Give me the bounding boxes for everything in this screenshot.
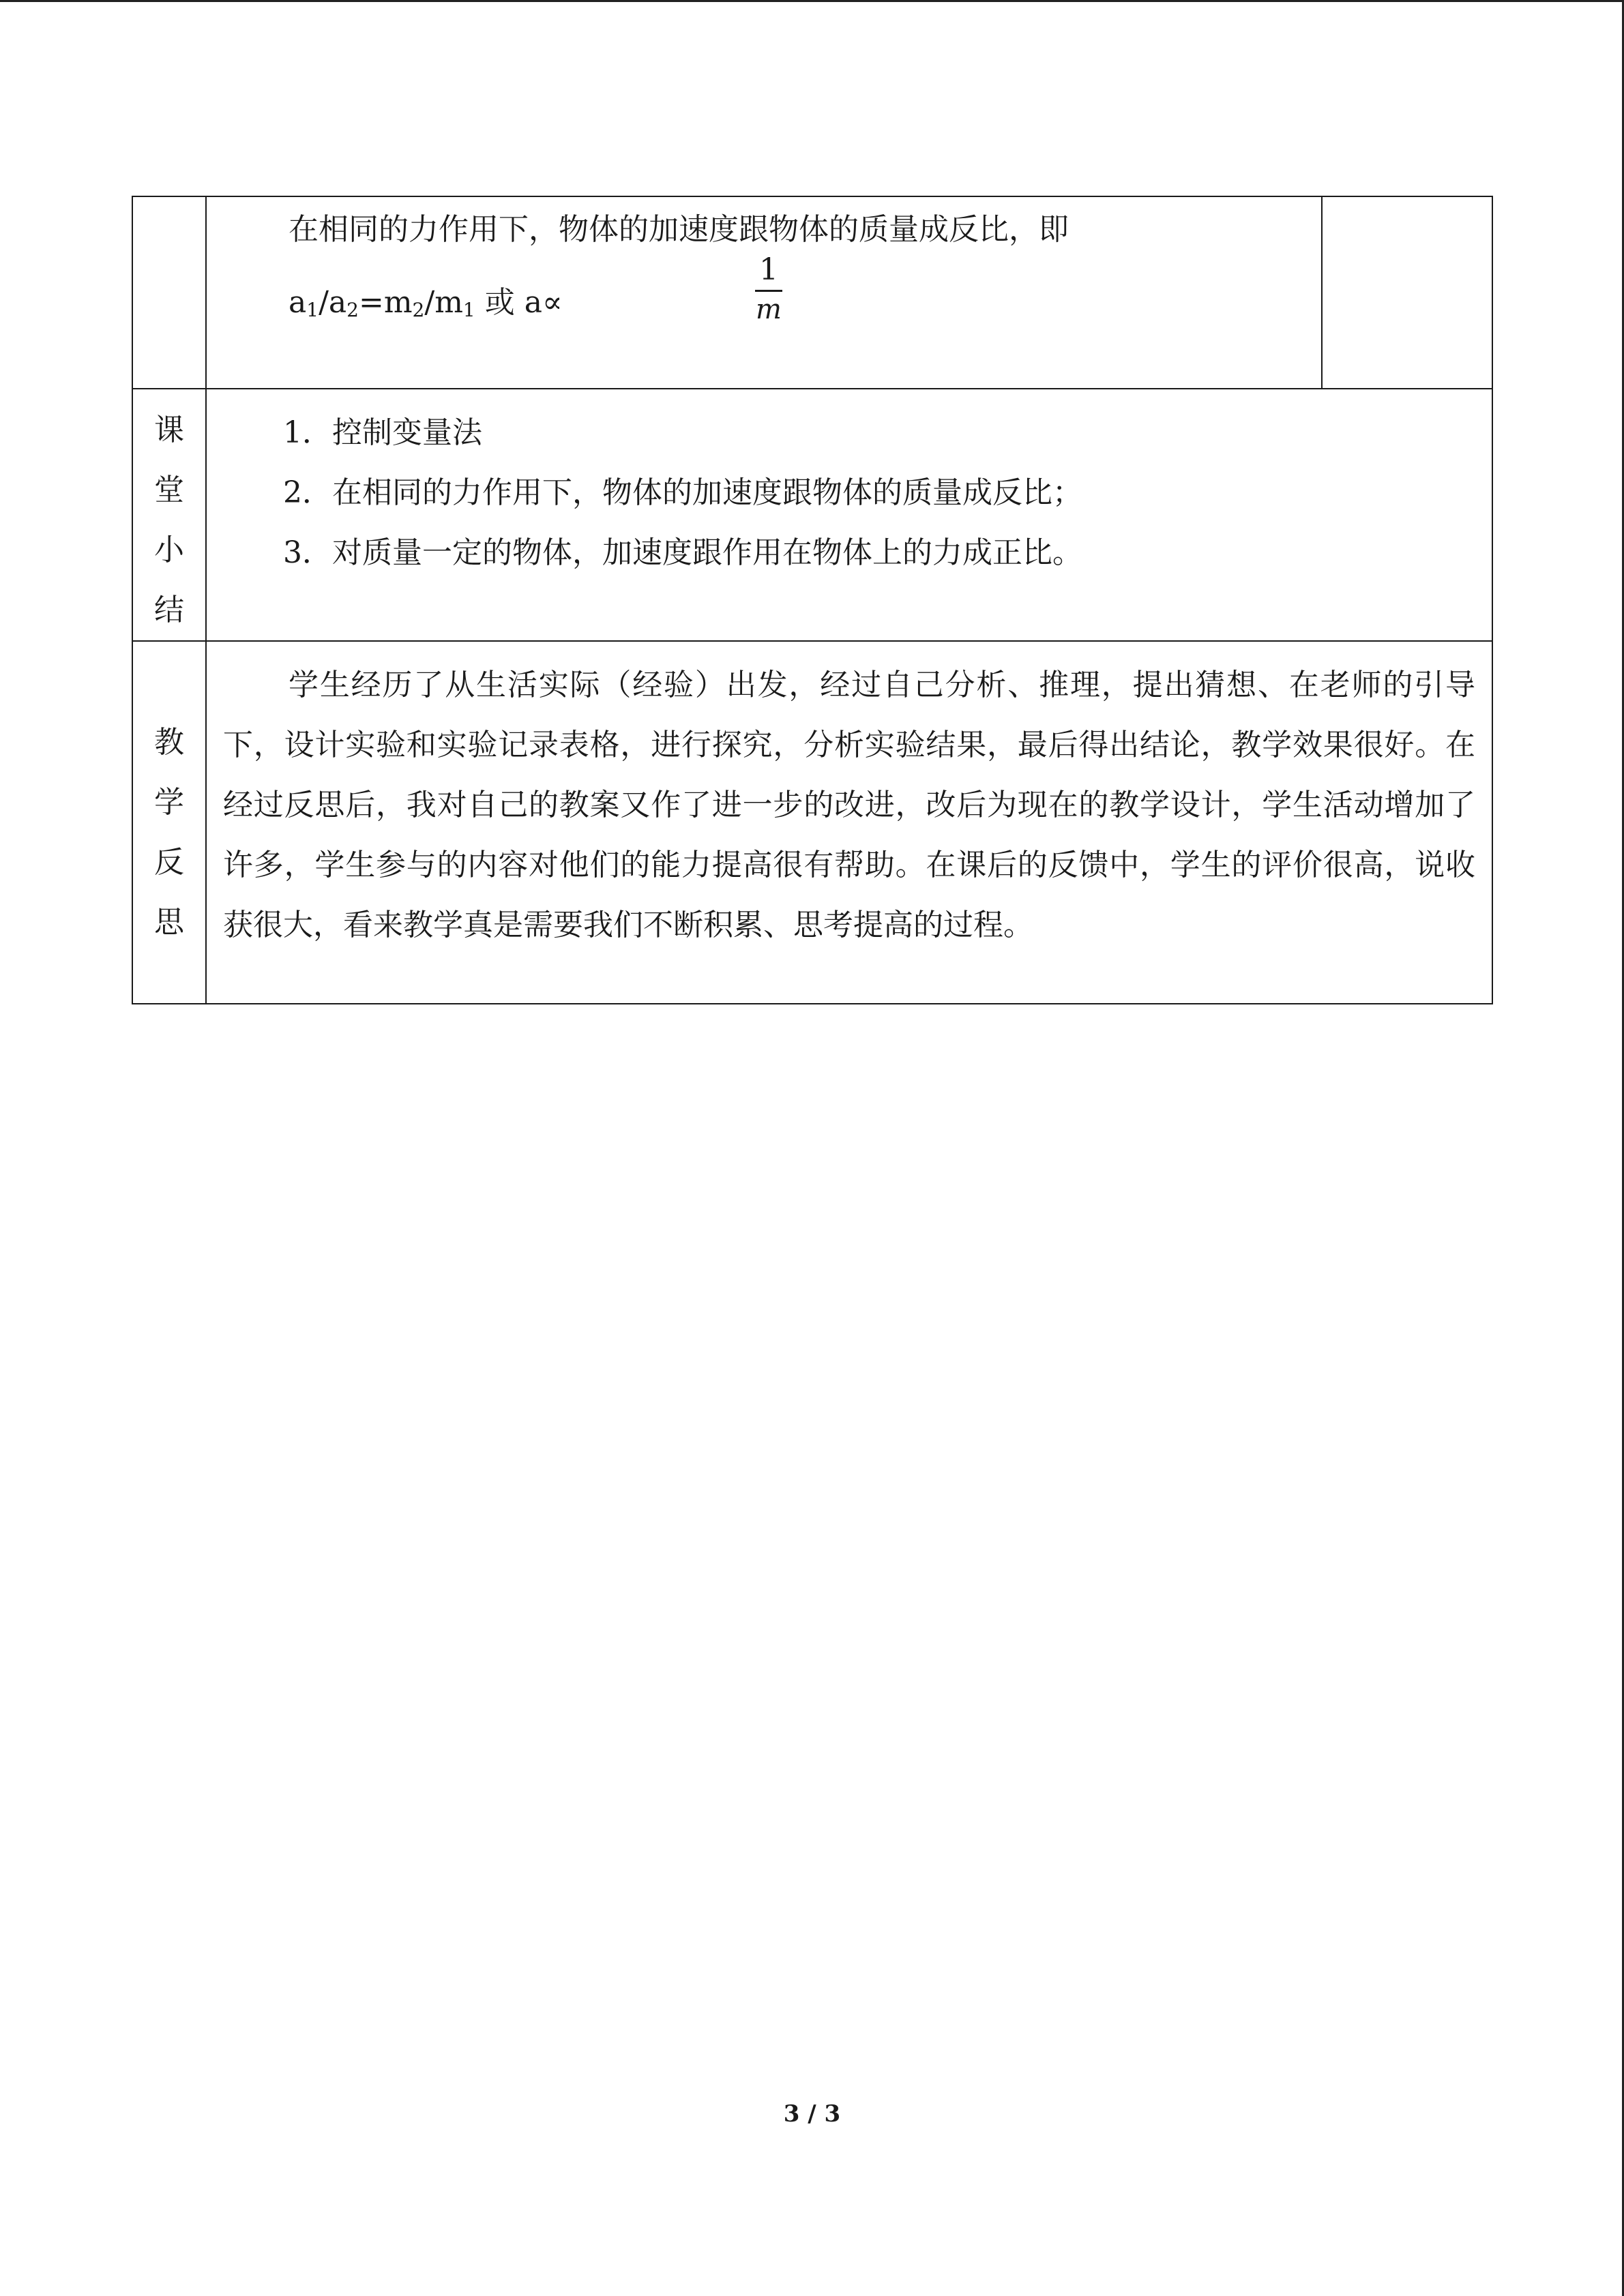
reflection-label-cell <box>132 641 206 1004</box>
formula-fraction <box>752 252 785 326</box>
table-row-conclusion <box>132 196 1492 389</box>
reflection-label: 教 学 反 思 <box>154 725 184 940</box>
summary-label-cell <box>132 389 206 641</box>
page-number: 3 / 3 <box>783 2100 841 2128</box>
summary-item: 3．对质量一定的物体，加速度跟作用在物体上的力成正比。 <box>283 535 1082 570</box>
label-cell-empty <box>132 196 206 389</box>
formula <box>207 252 1321 342</box>
reflection-text: 学生经历了从生活实际（经验）出发，经过自己分析、推理，提出猜想、在老师的引导下，设计实验和实验记录表格，进行探究，分析实验结果，最后得出结论，教学效果很好。在经过反思后，我对自己的教案又作了进一步的改进，改后为现在的教学设计，学生活动增加了许多，学生参与的内容对他们的能力提高很有帮助。在课后的反馈中，学生的评价很高，说收获很大，看来教学真是需要我们不断积累、思考提高的过程。 <box>223 668 1475 942</box>
lesson-table <box>132 196 1493 1004</box>
summary-item: 1．控制变量法 <box>283 415 482 450</box>
reflection-content-cell <box>206 641 1492 1004</box>
table-row-reflection <box>132 641 1492 1004</box>
summary-label: 课 堂 小 结 <box>154 413 184 627</box>
fraction-bar <box>755 290 782 292</box>
fraction-denominator: m <box>756 294 782 325</box>
fraction-numerator: 1 <box>759 252 778 287</box>
table-row-summary <box>132 389 1492 641</box>
page-border-top <box>0 0 1624 2</box>
formula-ratio: $a_1/a_2=m_2/m_1$ 或 a∝ <box>289 285 563 321</box>
conclusion-text: 在相同的力作用下，物体的加速度跟物体的质量成反比，即 <box>289 212 1069 247</box>
conclusion-cell <box>206 196 1322 389</box>
summary-item: 2．在相同的力作用下，物体的加速度跟物体的质量成反比； <box>283 475 1082 510</box>
summary-content-cell <box>206 389 1492 641</box>
extra-cell-empty <box>1322 196 1492 389</box>
